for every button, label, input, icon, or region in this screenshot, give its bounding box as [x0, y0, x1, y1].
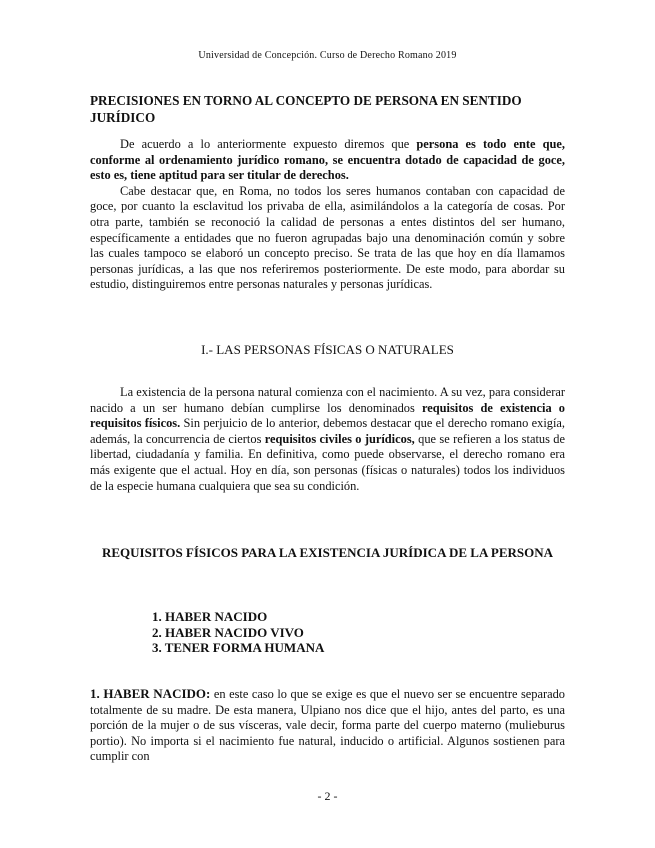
section1-bold-d: requisitos civiles o jurídicos, [264, 431, 415, 446]
intro-paragraph-1 [90, 137, 565, 184]
section-heading-personas-fisicas: I.- LAS PERSONAS FÍSICAS O NATURALES [201, 342, 454, 357]
haber-nacido-paragraph [90, 686, 565, 765]
section-heading-requisitos: REQUISITOS FÍSICOS PARA LA EXISTENCIA JURÍDICA DE LA PERSONA [101, 545, 554, 560]
section1-text-e: que se refieren a los status de libertad, ciudadanía y familia. En definitiva, como puede observarse, el derecho romano era más exigente que el actual. Hoy en día, son personas (físicas o naturales) todos los individuos de la especie humana cualquiera que sea su condición. [90, 431, 565, 493]
requisitos-list [152, 609, 324, 656]
section1-text-a: La existencia de la persona natural comienza con el nacimiento. A su vez, para considerar nacido a un ser humano debían cumplirse los denominados [90, 385, 565, 415]
section1-text-c: Sin perjuicio de lo anterior, debemos destacar que el derecho romano exigía, además, la concurrencia de ciertos [90, 416, 565, 446]
list-item: 1. HABER NACIDO [152, 609, 268, 624]
page-header: Universidad de Concepción. Curso de Derecho Romano 2019 [198, 50, 457, 61]
section1-bold-b: requisitos de existencia o requisitos físicos. [90, 400, 565, 431]
section2-block [90, 686, 565, 765]
page-number: - 2 - [317, 789, 338, 803]
intro-block [90, 137, 565, 293]
document-title: PRECISIONES EN TORNO AL CONCEPTO DE PERSONA EN SENTIDO JURÍDICO [90, 93, 522, 125]
intro-definition: persona es todo ente que, conforme al ordenamiento jurídico romano, se encuentra dotado de capacidad de goce, esto es, tiene aptitud para ser titular de derechos. [90, 137, 565, 183]
haber-nacido-text: en este caso lo que se exige es que el nuevo ser se encuentre separado totalmente de su madre. De esta manera, Ulpiano nos dice que el hijo, antes del parto, es una porción de la mujer o de sus vísceras, vale decir, forma parte del cuerpo materno (mulieburus portio). No importa si el nacimiento fue natural, inducido o artificial. Algunos sostienen para cumplir con [90, 687, 565, 764]
intro-paragraph-2: Cabe destacar que, en Roma, no todos los seres humanos contaban con capacidad de goce, por cuanto la esclavitud los privaba de ella, asimilándolos a la categoría de cosas. Por otra parte, también se reconoció la calidad de personas a entes distintos del ser humano, específicamente a entidades que no fueron agrupadas bajo una denominación común y sobre las cuales tampoco se elaboró un concepto preciso. Se trata de las que hoy en día llamamos personas jurídicas, a las que nos referiremos posteriormente. De este modo, para abordar su estudio, distinguiremos entre personas naturales y personas jurídicas. [90, 183, 565, 292]
list-item: 2. HABER NACIDO VIVO [152, 624, 304, 640]
list-item: 3. TENER FORMA HUMANA [152, 640, 325, 656]
section1-block [90, 385, 565, 494]
intro-text: De acuerdo a lo anteriormente expuesto diremos que [120, 137, 417, 151]
section1-paragraph [90, 385, 565, 494]
haber-nacido-label: 1. HABER NACIDO: [90, 686, 211, 701]
